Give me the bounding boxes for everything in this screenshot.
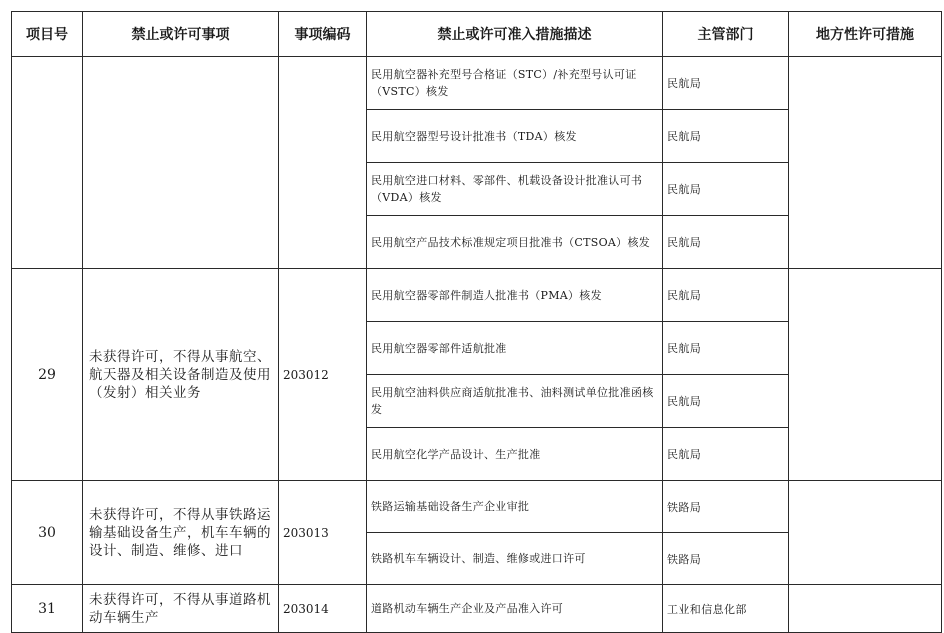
table-row — [12, 481, 942, 533]
measure-description: 民用航空产品技术标准规定项目批准书（CTSOA）核发 — [367, 216, 663, 269]
item-number: 30 — [12, 481, 83, 585]
measure-description: 铁路运输基础设备生产企业审批 — [367, 481, 663, 533]
table-row — [12, 269, 942, 322]
header-item-number: 项目号 — [12, 12, 83, 57]
item-number: 31 — [12, 585, 83, 633]
table-row — [12, 57, 942, 110]
code-cell — [279, 57, 367, 269]
item-description: 未获得许可，不得从事道路机动车辆生产 — [83, 585, 279, 633]
measure-description: 道路机动车辆生产企业及产品准入许可 — [367, 585, 663, 633]
measure-description: 铁路机车车辆设计、制造、维修或进口许可 — [367, 533, 663, 585]
department: 工业和信息化部 — [663, 585, 789, 633]
department: 民航局 — [663, 163, 789, 216]
department: 铁路局 — [663, 481, 789, 533]
department: 民航局 — [663, 428, 789, 481]
header-department: 主管部门 — [663, 12, 789, 57]
item-number-cell — [12, 57, 83, 269]
market-access-table — [11, 11, 942, 633]
local-measures-cell — [789, 269, 942, 481]
item-cell — [83, 57, 279, 269]
measure-description: 民用航空油料供应商适航批准书、油料测试单位批准函核发 — [367, 375, 663, 428]
measure-description: 民用航空器补充型号合格证（STC）/补充型号认可证（VSTC）核发 — [367, 57, 663, 110]
department: 铁路局 — [663, 533, 789, 585]
department: 民航局 — [663, 57, 789, 110]
table-row — [12, 585, 942, 633]
measure-description: 民用航空进口材料、零部件、机载设备设计批准认可书（VDA）核发 — [367, 163, 663, 216]
local-measures-cell — [789, 57, 942, 269]
department: 民航局 — [663, 375, 789, 428]
department: 民航局 — [663, 322, 789, 375]
local-measures-cell — [789, 481, 942, 585]
header-measure-description: 禁止或许可准入措施描述 — [367, 12, 663, 57]
item-code: 203012 — [279, 269, 367, 481]
item-description: 未获得许可，不得从事铁路运输基础设备生产，机车车辆的设计、制造、维修、进口 — [83, 481, 279, 585]
header-local-measures: 地方性许可措施 — [789, 12, 942, 57]
measure-description: 民用航空化学产品设计、生产批准 — [367, 428, 663, 481]
item-number: 29 — [12, 269, 83, 481]
measure-description: 民用航空器零部件适航批准 — [367, 322, 663, 375]
item-code: 203014 — [279, 585, 367, 633]
header-code: 事项编码 — [279, 12, 367, 57]
header-row — [12, 12, 942, 57]
measure-description: 民用航空器型号设计批准书（TDA）核发 — [367, 110, 663, 163]
item-description: 未获得许可，不得从事航空、航天器及相关设备制造及使用（发射）相关业务 — [83, 269, 279, 481]
department: 民航局 — [663, 269, 789, 322]
local-measures-cell — [789, 585, 942, 633]
header-item: 禁止或许可事项 — [83, 12, 279, 57]
department: 民航局 — [663, 216, 789, 269]
department: 民航局 — [663, 110, 789, 163]
measure-description: 民用航空器零部件制造人批准书（PMA）核发 — [367, 269, 663, 322]
item-code: 203013 — [279, 481, 367, 585]
